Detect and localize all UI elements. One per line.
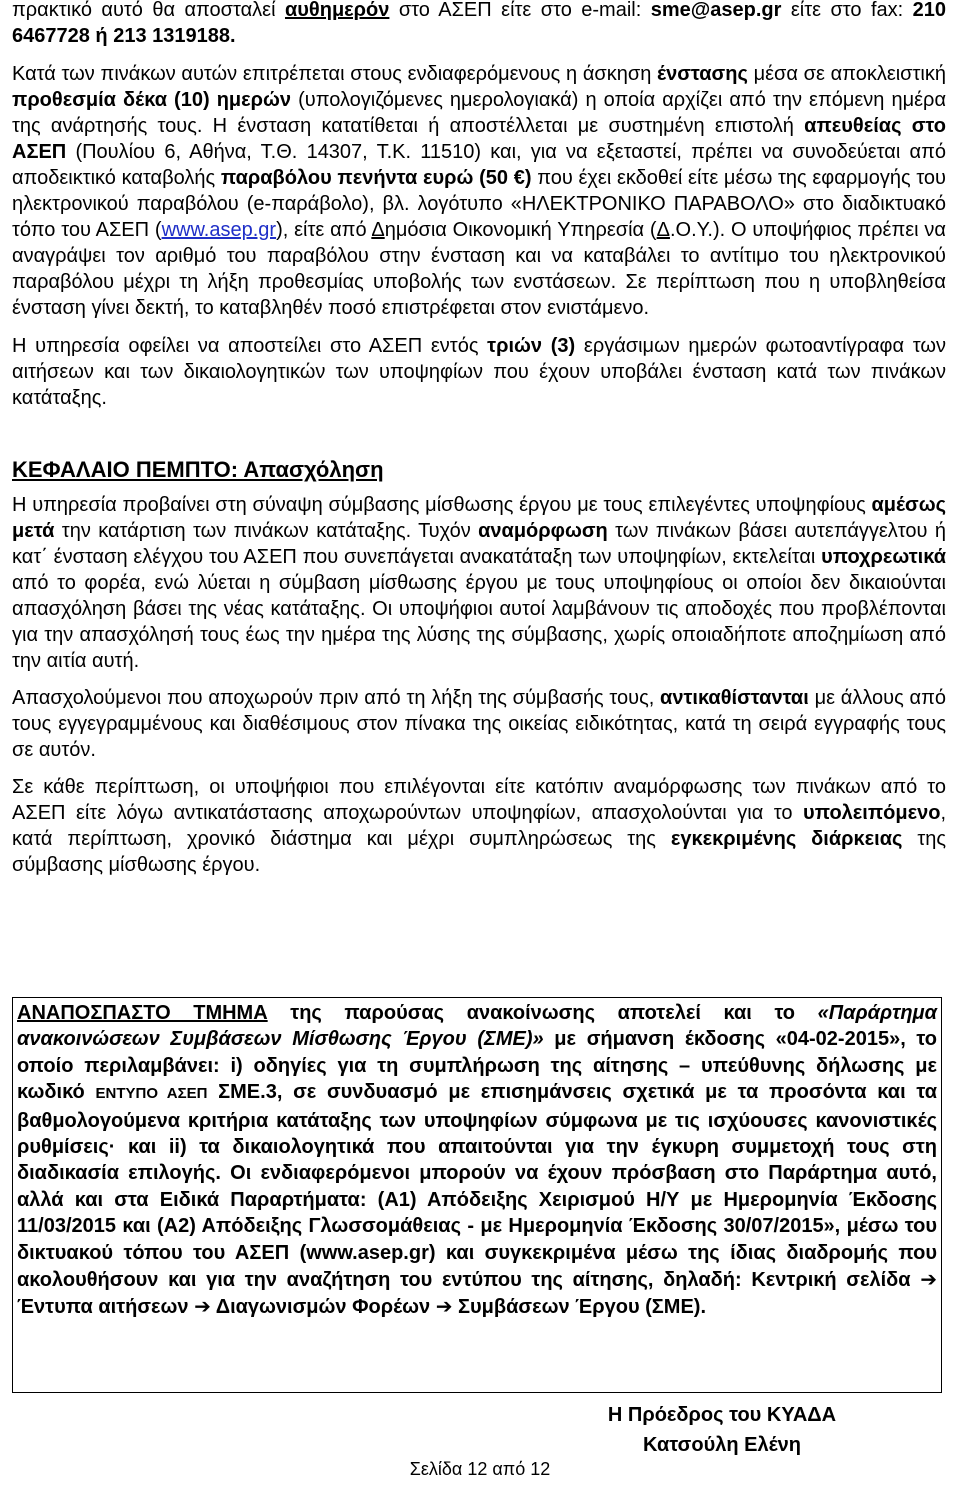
paragraph-remaining-duration: Σε κάθε περίπτωση, οι υποψήφιοι που επιλέγονται είτε κατόπιν αναμόρφωσης των πινάκων από το ΑΣΕΠ είτε λόγω αντικατάστασης αποχωρούντων υποψηφίων, απασχολούνται για το υπολειπόμενο, κατά περίπτωση, χρονικό διάστημα και μέχρι συμπληρώσεως της εγκεκριμένης διάρκειας της σύμβασης μίσθωσης έργου. xyxy=(12,776,946,876)
signature-block xyxy=(572,1400,872,1460)
annex-notice-box xyxy=(12,997,942,1393)
annex-notice-text: ΑΝΑΠΟΣΠΑΣΤΟ ΤΜΗΜΑ της παρούσας ανακοίνωσης αποτελεί και το «Παράρτημα ανακοινώσεων Συμβάσεων Μίσθωσης Έργου (ΣΜΕ)» με σήμανση έκδοσης «04-02-2015», το οποίο περιλαμβάνει: i) οδηγίες για τη συμπλήρωση της αίτησης – υπεύθυνης δήλωσης με κωδικό ΕΝΤΥΠΟ ΑΣΕΠ ΣΜΕ.3, σε συνδυασμό με επισημάνσεις σχετικά με τα προσόντα και τα βαθμολογούμενα κριτήρια κατάταξης των υποψηφίων σύμφωνα με τις ισχύουσες κανονιστικές ρυθμίσεις· και ii) τα δικαιολογητικά που απαιτούνται για την έγκυρη συμμετοχή τους στη διαδικασία επιλογής. Οι ενδιαφερόμενοι μπορούν να έχουν πρόσβαση στο Παράρτημα αυτό, αλλά και στα Ειδικά Παραρτήματα: (Α1) Απόδειξης Χειρισμού Η/Υ με Ημερομηνία Έκδοσης 11/03/2015 και (Α2) Απόδειξης Γλωσσομάθειας - με Ημερομηνία Έκδοσης 30/07/2015», μέσω του δικτυακού τόπου του ΑΣΕΠ (www.asep.gr) και συγκεκριμένα μέσω της ίδιας διαδρομής που ακολουθήσουν και για την αναζήτηση του εντύπου της αίτησης, δηλαδή: Κεντρική σελίδα ➔ Έντυπα αιτήσεων ➔ Διαγωνισμών Φορέων ➔ Συμβάσεων Έργου (ΣΜΕ). xyxy=(17,1002,938,1319)
arrow-icon: ➔ xyxy=(194,1294,211,1319)
page-number: Σελίδα 12 από 12 xyxy=(409,1459,551,1479)
paragraph-replacement: Απασχολούμενοι που αποχωρούν πριν από τη λήξη της σύμβασής τους, αντικαθίστανται με άλλους από τους εγγεγραμμένους και διαθέσιμους στον πίνακα της οικείας ειδικότητας, κατά τη σειρά εγγραφής τους σε αυτόν. xyxy=(12,687,946,761)
paragraph-submission: πρακτικό αυτό θα αποσταλεί αυθημερόν στο ΑΣΕΠ είτε στο e-mail: sme@asep.gr είτε στο fax: 210 6467728 ή 213 1319188. xyxy=(12,0,946,47)
chapter-heading: ΚΕΦΑΛΑΙΟ ΠΕΜΠΤΟ: Απασχόληση xyxy=(12,457,384,482)
document-page xyxy=(12,0,947,1456)
email-address: sme@asep.gr xyxy=(650,0,782,21)
asep-website-link[interactable]: www.asep.gr xyxy=(161,219,277,241)
arrow-icon: ➔ xyxy=(435,1294,453,1319)
paragraph-service-obligation: Η υπηρεσία οφείλει να αποστείλει στο ΑΣΕΠ εντός τριών (3) εργάσιμων ημερών φωτοαντίγραφα των αιτήσεων και των δικαιολογητικών των υποψηφίων που έχουν υποβάλει ένσταση κατά των πινάκων κατάταξης. xyxy=(12,335,947,409)
fax-numbers: 210 6467728 ή 213 1319188. xyxy=(12,0,946,47)
arrow-icon: ➔ xyxy=(920,1267,937,1292)
paragraph-objection: Κατά των πινάκων αυτών επιτρέπεται στους ενδιαφερόμενους η άσκηση ένστασης μέσα σε αποκλειστική προθεσμία δέκα (10) ημερών (υπολογιζόμενες ημερολογιακά) η οποία αρχίζει από την επόμενη ημέρα της ανάρτησής τους. Η ένσταση κατατίθεται ή αποστέλλεται με συστημένη επιστολή απευθείας στο ΑΣΕΠ (Πουλίου 6, Αθήνα, Τ.Θ. 14307, Τ.Κ. 11510) και, για να εξεταστεί, πρέπει να συνοδεύεται από αποδεικτικό καταβολής παραβόλου πενήντα ευρώ (50 €) που έχει εκδοθεί είτε μέσω της εφαρμογής του ηλεκτρονικού παραβόλου (e-παράβολο), βλ. λογότυπο «ΗΛΕΚΤΡΟΝΙΚΟ ΠΑΡΑΒΟΛΟ» στο διαδικτυακό τόπο του ΑΣΕΠ (www.asep.gr), είτε από Δημόσια Οικονομική Υπηρεσία (Δ.Ο.Υ.). Ο υποψήφιος πρέπει να αναγράψει τον αριθμό του παραβόλου στην ένσταση και να καταβάλει το αντίτιμο του ηλεκτρονικού παραβόλου μέχρι τη λήξη προθεσμίας υποβολής των ενστάσεων. Σε περίπτωση που η υποβληθείσα ένσταση γίνει δεκτή, το καταβληθέν ποσό επιστρέφεται στον ενιστάμενο. xyxy=(12,63,946,319)
signature-title: Η Πρόεδρος του ΚΥΑΔΑ xyxy=(607,1404,837,1426)
paragraph-employment: Η υπηρεσία προβαίνει στη σύναψη σύμβασης μίσθωσης έργου με τους επιλεγέντες υποψηφίους αμέσως μετά την κατάρτιση των πινάκων κατάταξης. Τυχόν αναμόρφωση των πινάκων βάσει αυτεπάγγελτου ή κατ΄ ένσταση ελέγχου του ΑΣΕΠ που συνεπάγεται ανακατάταξη των υποψηφίων, εκτελείται υποχρεωτικά από το φορέα, ενώ λύεται η σύμβαση μίσθωσης έργου με τους υποψηφίους οι οποίοι δεν δικαιούνται απασχόληση βάσει της νέας κατάταξης. Οι υποψήφιοι αυτοί λαμβάνουν τις αποδοχές που προβλέπονται για την απασχόλησή τους έως την ημέρα της λύσης της σύμβασης, χωρίς οποιαδήποτε αποζημίωση από την αιτία αυτή. xyxy=(12,494,947,672)
signature-name: Κατσούλη Ελένη xyxy=(643,1434,801,1456)
